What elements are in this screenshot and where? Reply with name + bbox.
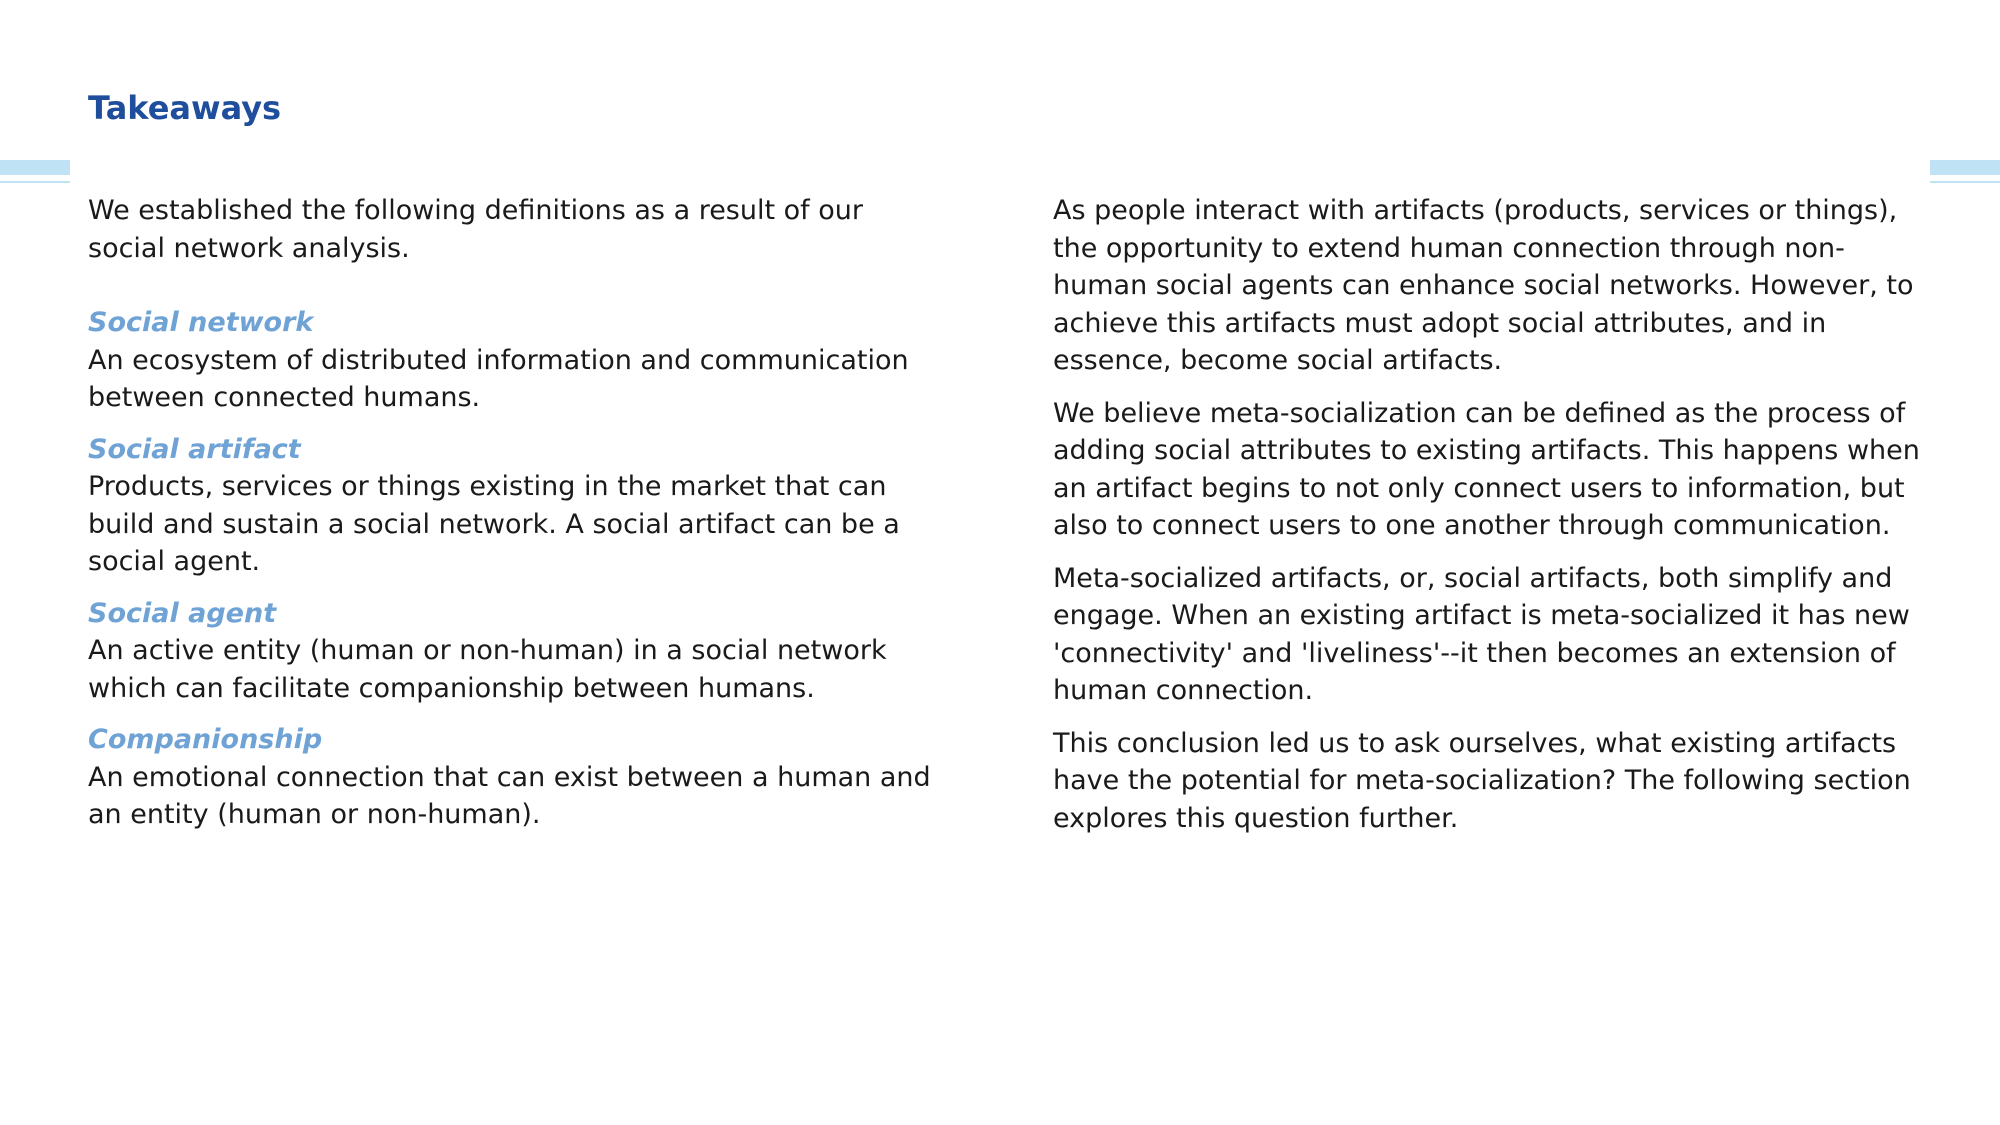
right-accent-bar	[1930, 160, 2000, 175]
left-accent-line	[0, 181, 70, 183]
conclusion-column	[1053, 192, 1923, 852]
definition-social-network: An ecosystem of distributed information and communication between connected humans.	[88, 344, 909, 413]
page-title: Takeaways	[88, 89, 282, 127]
paragraph-1: As people interact with artifacts (products, services or things), the opportunity to extend human connection through non-human social agents can enhance social networks. However, to achieve this artifacts must adopt social attributes, and in essence, become social artifacts.	[1053, 195, 1914, 376]
intro-text: We established the following definitions as a result of our social network analysis.	[88, 195, 863, 264]
term-social-network: Social network	[88, 307, 314, 338]
right-accent-line	[1930, 181, 2000, 183]
definition-social-artifact: Products, services or things existing in the market that can build and sustain a social network. A social artifact can be a social agent.	[88, 471, 900, 577]
term-social-artifact: Social artifact	[88, 433, 301, 465]
paragraph-3: Meta-socialized artifacts, or, social artifacts, both simplify and engage. When an existing artifact is meta-socialized it has new 'connectivity' and 'liveliness'--it then becomes an extension of human connection.	[1053, 562, 1910, 706]
left-accent-bar	[0, 160, 70, 175]
definitions-column	[88, 192, 948, 848]
term-social-agent: Social agent	[88, 597, 277, 629]
paragraph-4: This conclusion led us to ask ourselves, what existing artifacts have the potential for meta-socialization? The following section explores this question further.	[1053, 727, 1911, 834]
paragraph-2: We believe meta-socialization can be defined as the process of adding social attributes to existing artifacts. This happens when an artifact begins to not only connect users to information, but also to connect users to one another through communication.	[1053, 397, 1920, 541]
definition-social-agent: An active entity (human or non-human) in a social network which can facilitate companionship between humans.	[88, 635, 887, 704]
definition-companionship: An emotional connection that can exist between a human and an entity (human or non-human).	[88, 761, 931, 830]
term-companionship: Companionship	[88, 724, 323, 755]
